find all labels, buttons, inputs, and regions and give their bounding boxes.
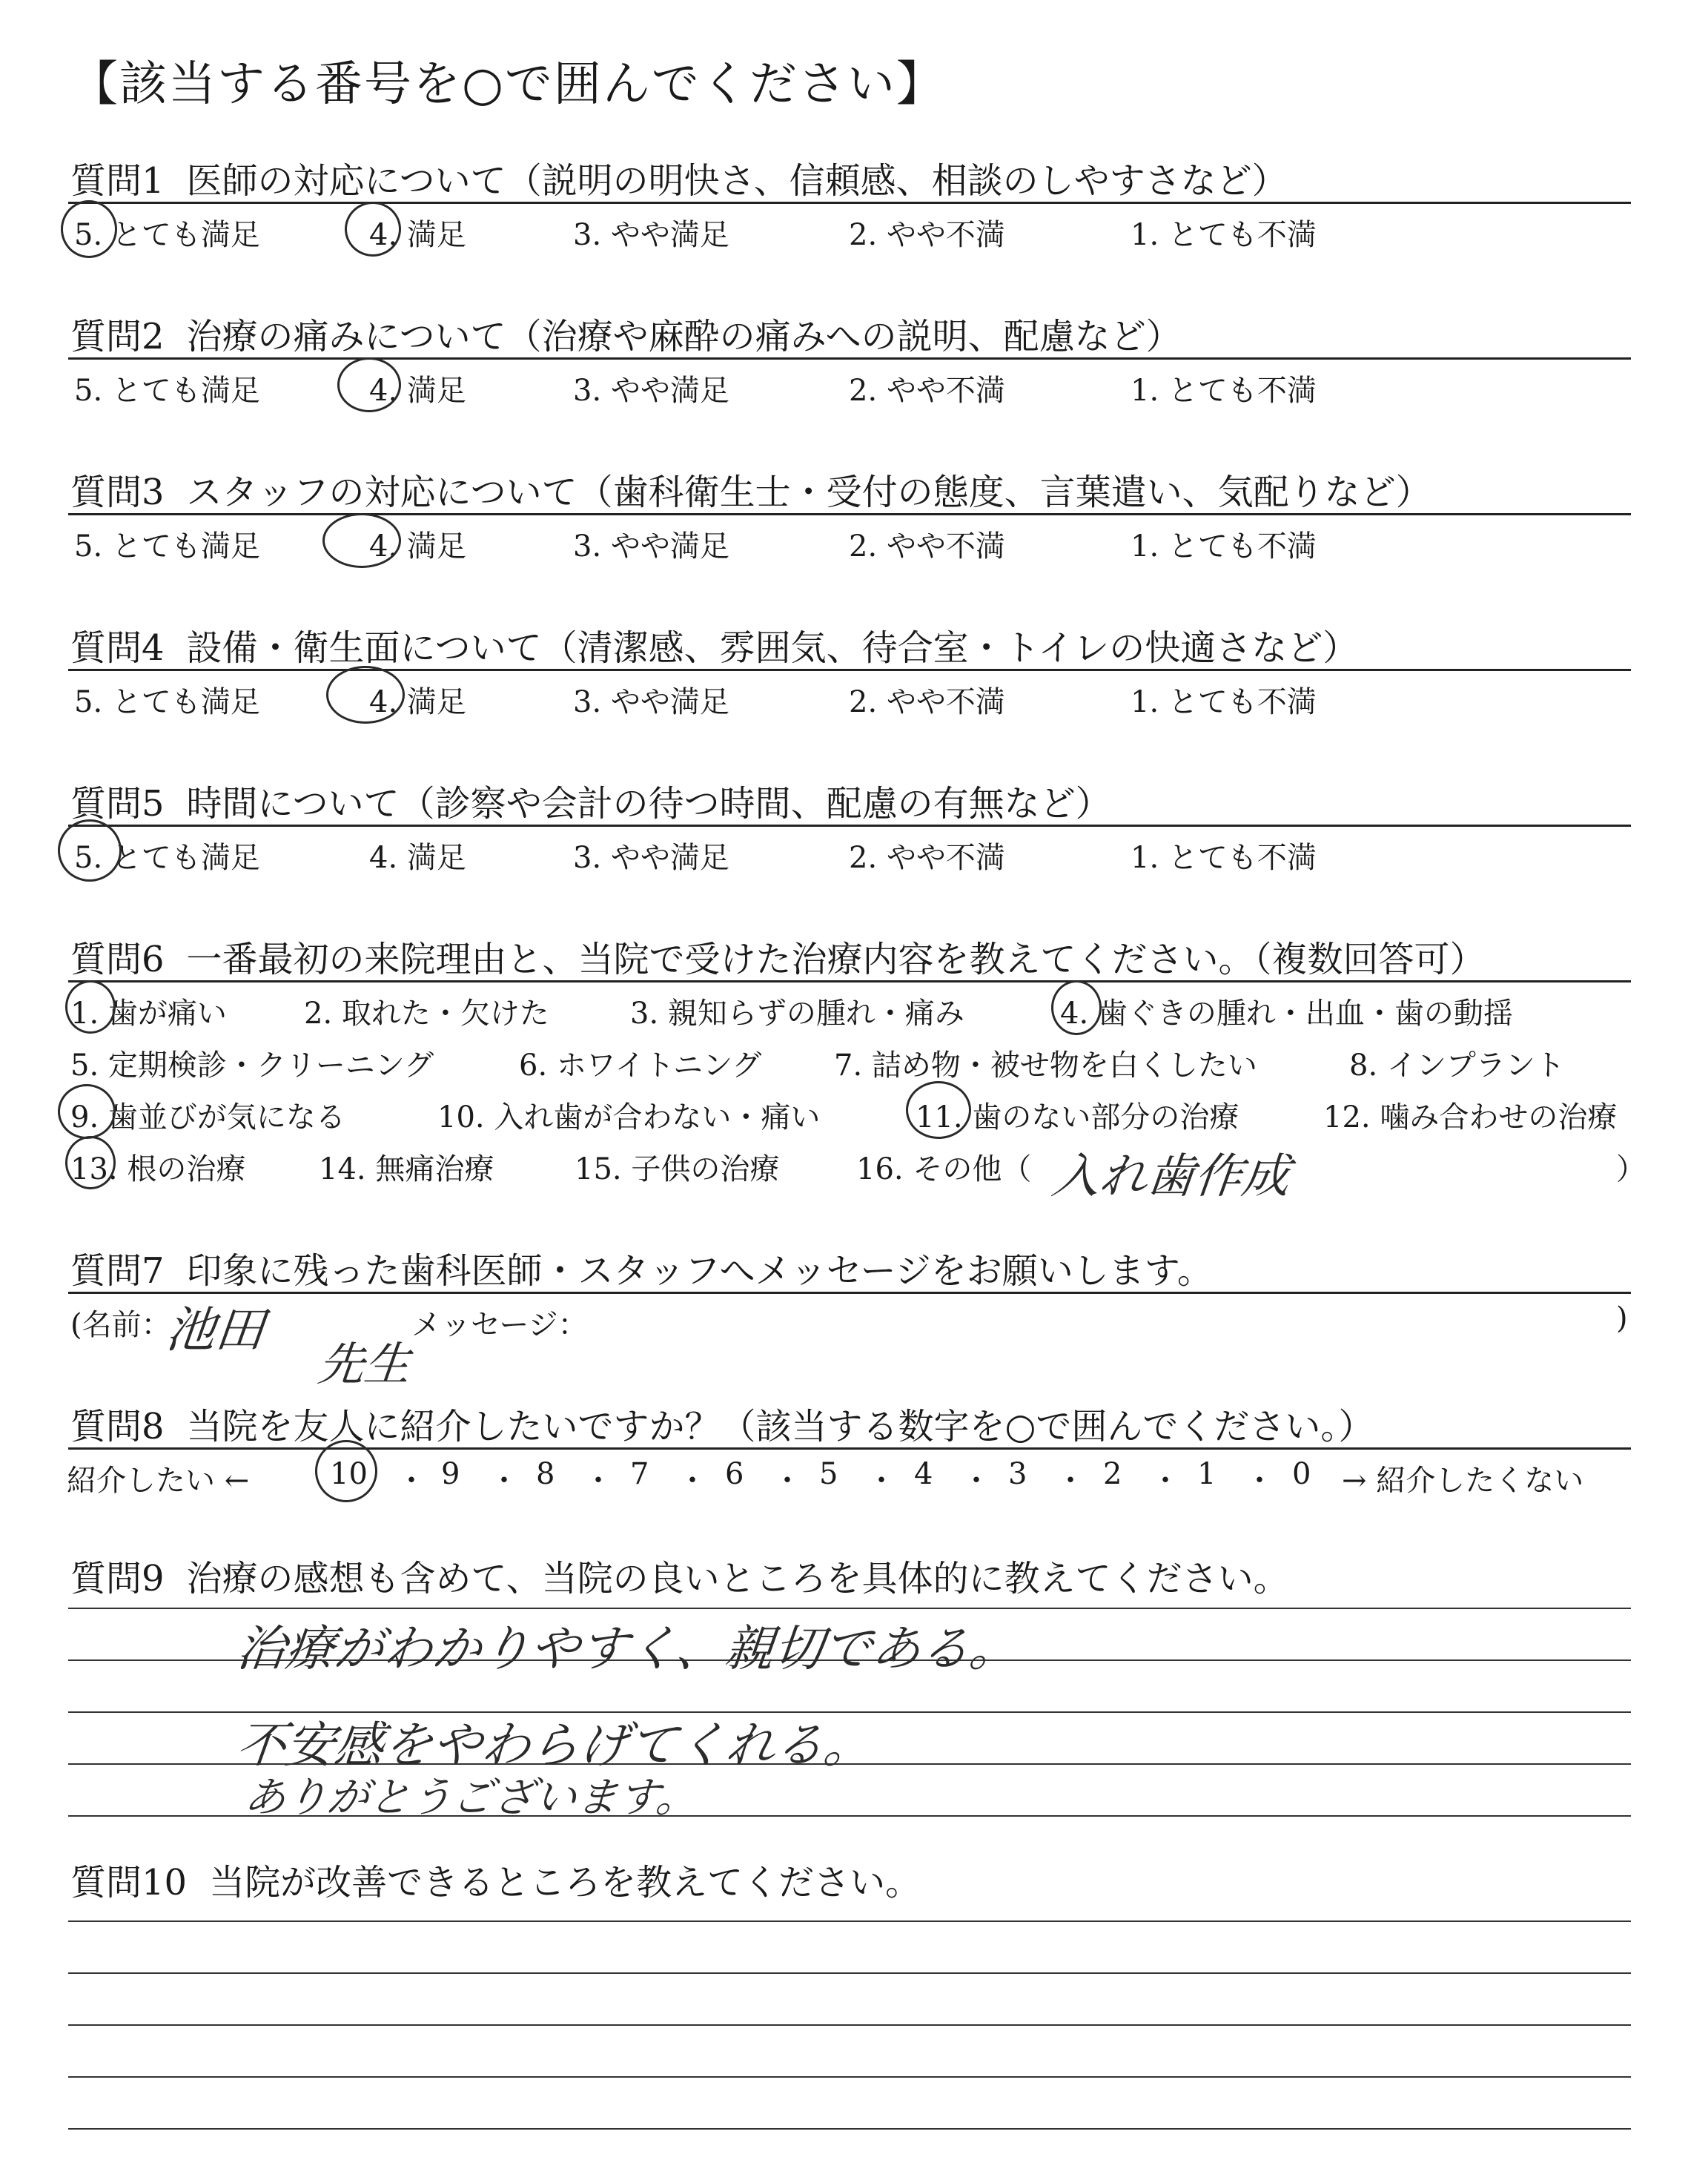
q1-selection-circle-4 bbox=[345, 202, 401, 257]
q8-selection-circle-10 bbox=[315, 1440, 377, 1502]
q6-selection-circle-9 bbox=[58, 1084, 116, 1139]
q2-option-2[interactable]: 2. やや不満 bbox=[849, 374, 1005, 408]
q8-scale-1[interactable]: 1 bbox=[1197, 1457, 1217, 1491]
q1-text: 医師の対応について（説明の明快さ、信頼感、相談のしやすさなど） bbox=[186, 160, 1288, 202]
q3-option-4[interactable]: 4. 満足 bbox=[369, 529, 466, 564]
q1-number: 質問1 bbox=[70, 160, 165, 202]
q6-option-14[interactable]: 14. 無痛治療 bbox=[319, 1152, 494, 1186]
q10-writing-line bbox=[68, 2128, 1631, 2130]
q4-option-3[interactable]: 3. やや満足 bbox=[573, 685, 729, 719]
q1-rule bbox=[68, 202, 1631, 204]
q5-text: 時間について（診察や会計の待つ時間、配慮の有無など） bbox=[186, 783, 1111, 825]
q10-writing-line bbox=[68, 1920, 1631, 1922]
q10-number: 質問10 bbox=[70, 1862, 188, 1903]
q3-title bbox=[70, 463, 1431, 515]
q3-option-2[interactable]: 2. やや不満 bbox=[849, 529, 1005, 564]
q5-option-4[interactable]: 4. 満足 bbox=[369, 841, 466, 875]
q6-option-11[interactable]: 11. 歯のない部分の治療 bbox=[916, 1100, 1239, 1135]
q8-title bbox=[70, 1398, 1374, 1449]
q5-option-3[interactable]: 3. やや満足 bbox=[573, 841, 729, 875]
q7-message-label: メッセージ： bbox=[411, 1308, 588, 1342]
q6-option-10[interactable]: 10. 入れ歯が合わない・痛い bbox=[437, 1100, 821, 1135]
q2-title bbox=[70, 308, 1182, 359]
q9-answer-line-1[interactable]: 治療がわかりやすく、親切である。 bbox=[234, 1620, 1022, 1677]
q8-dot: ・ bbox=[1056, 1464, 1085, 1498]
q1-option-1[interactable]: 1. とても不満 bbox=[1131, 218, 1317, 252]
q7-handwritten-name[interactable]: 池田 bbox=[163, 1301, 268, 1358]
q8-scale-5[interactable]: 5 bbox=[819, 1457, 838, 1491]
q6-option-5[interactable]: 5. 定期検診・クリーニング bbox=[70, 1048, 434, 1083]
q5-option-1[interactable]: 1. とても不満 bbox=[1131, 841, 1317, 875]
q6-selection-circle-11 bbox=[906, 1081, 971, 1139]
q7-rule bbox=[68, 1292, 1631, 1294]
q4-option-5[interactable]: 5. とても満足 bbox=[74, 685, 260, 719]
q4-text: 設備・衛生面について（清潔感、雰囲気、待合室・トイレの快適さなど） bbox=[186, 627, 1359, 669]
q9-title bbox=[70, 1550, 1289, 1601]
q6-option-9[interactable]: 9. 歯並びが気になる bbox=[70, 1100, 345, 1135]
q6-title bbox=[70, 931, 1486, 982]
q8-dot: ・ bbox=[583, 1464, 613, 1498]
q8-number: 質問8 bbox=[70, 1406, 165, 1447]
q6-option-2[interactable]: 2. 取れた・欠けた bbox=[304, 997, 549, 1031]
q3-option-1[interactable]: 1. とても不満 bbox=[1131, 529, 1317, 564]
q4-rule bbox=[68, 669, 1631, 671]
q4-title bbox=[70, 619, 1358, 670]
q2-number: 質問2 bbox=[70, 316, 165, 357]
q2-option-3[interactable]: 3. やや満足 bbox=[573, 374, 729, 408]
q6-option-4[interactable]: 4. 歯ぐきの腫れ・出血・歯の動揺 bbox=[1060, 997, 1513, 1031]
q2-selection-circle-4 bbox=[337, 357, 401, 412]
q6-text: 一番最初の来院理由と、当院で受けた治療内容を教えてください。（複数回答可） bbox=[186, 939, 1486, 980]
q6-other-close-paren: ） bbox=[1616, 1152, 1646, 1186]
q10-text: 当院が改善できるところを教えてください。 bbox=[209, 1862, 921, 1903]
q8-scale-8[interactable]: 8 bbox=[536, 1457, 555, 1491]
q8-dot: ・ bbox=[489, 1464, 519, 1498]
q1-option-3[interactable]: 3. やや満足 bbox=[573, 218, 729, 252]
q3-option-3[interactable]: 3. やや満足 bbox=[573, 529, 729, 564]
q4-number: 質問4 bbox=[70, 627, 165, 669]
q10-writing-line bbox=[68, 2076, 1631, 2078]
q3-number: 質問3 bbox=[70, 472, 165, 513]
q10-writing-line bbox=[68, 1972, 1631, 1974]
q1-selection-circle-5 bbox=[61, 200, 117, 258]
q6-selection-circle-4 bbox=[1051, 980, 1102, 1035]
q5-option-5[interactable]: 5. とても満足 bbox=[74, 841, 260, 875]
q6-option-1[interactable]: 1. 歯が痛い bbox=[70, 997, 227, 1031]
q6-selection-circle-13 bbox=[65, 1136, 116, 1189]
q8-text: 当院を友人に紹介したいですか？（該当する数字を○で囲んでください。） bbox=[186, 1406, 1374, 1447]
q8-scale-6[interactable]: 6 bbox=[725, 1457, 744, 1491]
q6-rule bbox=[68, 980, 1631, 982]
q1-option-5[interactable]: 5. とても満足 bbox=[74, 218, 260, 252]
q9-answer-line-3[interactable]: ありがとうございます。 bbox=[242, 1774, 701, 1822]
q3-option-5[interactable]: 5. とても満足 bbox=[74, 529, 260, 564]
q9-text: 治療の感想も含めて、当院の良いところを具体的に教えてください。 bbox=[186, 1558, 1289, 1599]
q8-left-label: 紹介したい ← bbox=[67, 1464, 250, 1498]
q5-rule bbox=[68, 825, 1631, 827]
q9-answer-line-2[interactable]: 不安感をやわらげてくれる。 bbox=[234, 1717, 876, 1774]
q8-rule bbox=[68, 1447, 1631, 1450]
q5-option-2[interactable]: 2. やや不満 bbox=[849, 841, 1005, 875]
q8-dot: ・ bbox=[1151, 1464, 1180, 1498]
q2-rule bbox=[68, 357, 1631, 360]
q2-text: 治療の痛みについて（治療や麻酔の痛みへの説明、配慮など） bbox=[186, 316, 1182, 357]
q8-scale-2[interactable]: 2 bbox=[1103, 1457, 1122, 1491]
q7-text: 印象に残った歯科医師・スタッフへメッセージをお願いします。 bbox=[186, 1250, 1213, 1292]
q6-option-16[interactable]: 16. その他（ bbox=[856, 1152, 1032, 1186]
q6-number: 質問6 bbox=[70, 939, 165, 980]
q6-option-15[interactable]: 15. 子供の治療 bbox=[575, 1152, 780, 1186]
q8-scale-7[interactable]: 7 bbox=[630, 1457, 649, 1491]
q8-dot: ・ bbox=[1245, 1464, 1274, 1498]
page-header: 【該当する番号を○で囲んでください】 bbox=[70, 57, 945, 112]
q8-scale-10[interactable]: 10 bbox=[330, 1457, 368, 1491]
q8-right-label: → 紹介したくない bbox=[1342, 1464, 1584, 1498]
q3-rule bbox=[68, 513, 1631, 515]
q5-title bbox=[70, 775, 1111, 826]
q4-option-1[interactable]: 1. とても不満 bbox=[1131, 685, 1317, 719]
q4-option-2[interactable]: 2. やや不満 bbox=[849, 685, 1005, 719]
q8-scale-3[interactable]: 3 bbox=[1008, 1457, 1027, 1491]
q8-scale-4[interactable]: 4 bbox=[914, 1457, 933, 1491]
q10-title bbox=[70, 1854, 921, 1905]
q6-option-6[interactable]: 6. ホワイトニング bbox=[519, 1048, 762, 1083]
q6-option-7[interactable]: 7. 詰め物・被せ物を白くしたい bbox=[834, 1048, 1257, 1083]
q7-title bbox=[70, 1242, 1213, 1293]
q5-selection-circle-5 bbox=[58, 819, 122, 882]
q6-selection-circle-1 bbox=[65, 980, 116, 1034]
q8-dot: ・ bbox=[961, 1464, 991, 1498]
q6-option-8[interactable]: 8. インプラント bbox=[1349, 1048, 1565, 1083]
q10-writing-line bbox=[68, 2024, 1631, 2026]
q3-selection-circle-4 bbox=[322, 513, 401, 568]
q6-other-handwritten[interactable]: 入れ歯作成 bbox=[1049, 1149, 1293, 1204]
q8-scale-9[interactable]: 9 bbox=[441, 1457, 460, 1491]
q4-option-4[interactable]: 4. 満足 bbox=[369, 685, 466, 719]
q6-option-13[interactable]: 13. 根の治療 bbox=[70, 1152, 246, 1186]
q7-number: 質問7 bbox=[70, 1250, 165, 1292]
q3-text: スタッフの対応について（歯科衛生士・受付の態度、言葉遣い、気配りなど） bbox=[186, 472, 1431, 513]
q7-close-paren: ) bbox=[1616, 1301, 1628, 1335]
q8-scale-0[interactable]: 0 bbox=[1292, 1457, 1311, 1491]
q6-option-3[interactable]: 3. 親知らずの腫れ・痛み bbox=[630, 997, 964, 1031]
q4-selection-circle-4 bbox=[326, 666, 405, 724]
q1-option-2[interactable]: 2. やや不満 bbox=[849, 218, 1005, 252]
q8-dot: ・ bbox=[678, 1464, 707, 1498]
q1-option-4[interactable]: 4. 満足 bbox=[369, 218, 466, 252]
q2-option-5[interactable]: 5. とても満足 bbox=[74, 374, 260, 408]
q2-option-4[interactable]: 4. 満足 bbox=[369, 374, 466, 408]
q1-title bbox=[70, 152, 1288, 203]
q6-option-12[interactable]: 12. 噛み合わせの治療 bbox=[1323, 1100, 1618, 1135]
q7-name-label: (名前： bbox=[70, 1308, 171, 1342]
q7-handwritten-title[interactable]: 先生 bbox=[315, 1337, 414, 1391]
q2-option-1[interactable]: 1. とても不満 bbox=[1131, 374, 1317, 408]
q9-number: 質問9 bbox=[70, 1558, 165, 1599]
q5-number: 質問5 bbox=[70, 783, 165, 825]
q8-dot: ・ bbox=[772, 1464, 802, 1498]
q8-dot: ・ bbox=[397, 1464, 426, 1498]
q8-dot: ・ bbox=[867, 1464, 896, 1498]
